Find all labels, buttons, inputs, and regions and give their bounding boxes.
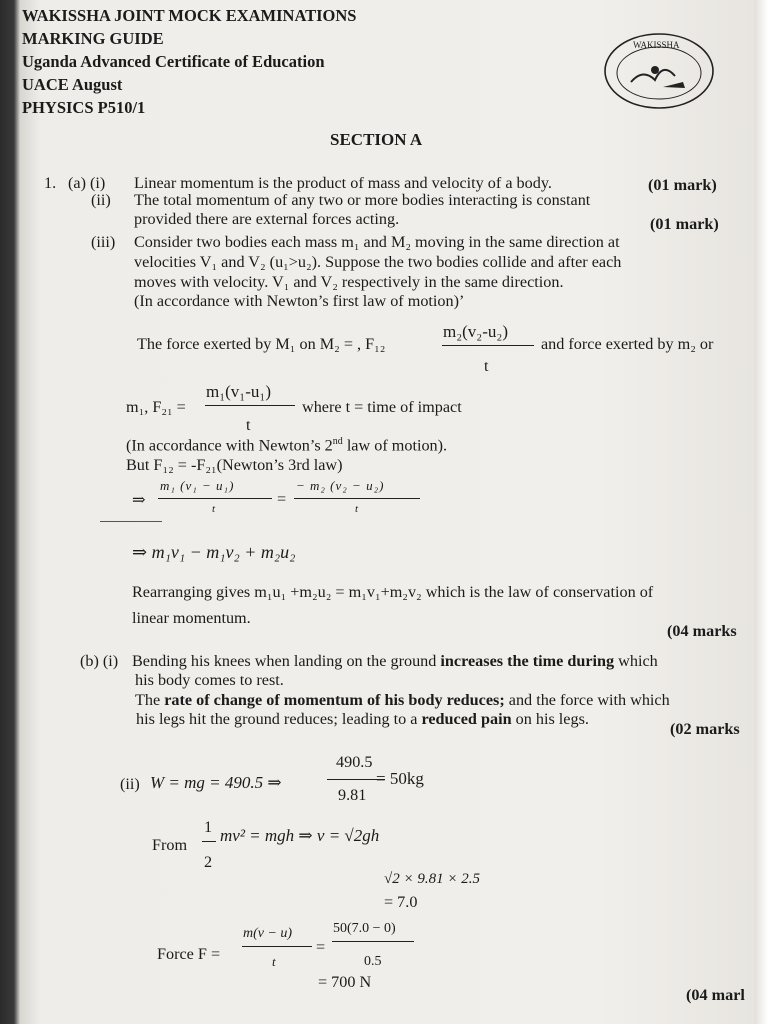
mark-b-i: (02 marks	[670, 720, 740, 738]
section-title: SECTION A	[330, 130, 423, 149]
page-edge	[754, 0, 768, 1024]
b-line2: his body comes to rest.	[135, 671, 284, 689]
b-line3-a: The	[135, 691, 165, 709]
eq-equals: =	[277, 490, 287, 508]
rule-line	[100, 521, 162, 522]
force2-numerator: 50(7.0 − 0)	[333, 921, 396, 936]
question-number: 1.	[44, 174, 57, 192]
iii-line3: moves with velocity. V₁ and V₂ respectively in the same direction.	[134, 273, 564, 291]
half-numerator: 1	[204, 818, 213, 836]
newton2-sup: nd	[332, 436, 343, 447]
force-numerator: m(v − u)	[243, 926, 293, 941]
eq-left-bar	[158, 498, 272, 499]
f21-label: m₁, F₂₁ =	[126, 398, 186, 416]
b-line3-bold: rate of change of momentum of his body reduces;	[164, 691, 505, 709]
weight-denominator: 9.81	[338, 786, 367, 804]
force-label: Force F =	[157, 945, 221, 963]
half-denominator: 2	[204, 853, 213, 871]
force-f12-post: and force exerted by m₂ or	[541, 335, 714, 353]
iii-line4: (In accordance with Newton’s first law of motion)’	[134, 292, 465, 310]
force-f12-text: The force exerted by M₁ on M₂ = , F₁₂	[137, 335, 386, 353]
weight-equation: W = mg = 490.5 ⇒	[150, 773, 282, 792]
f12-fraction-bar	[442, 345, 534, 346]
mark-a-ii: (01 mark)	[650, 215, 719, 233]
b-line4-c: on his legs.	[511, 710, 589, 728]
b-line3-c: and the force with which	[504, 691, 670, 709]
force2-denominator: 0.5	[364, 954, 382, 969]
force-fraction-bar	[242, 946, 312, 947]
rearrange-line1: Rearranging gives m₁u₁ +m₂u₂ = m₁v₁+m₂v₂ which is the law of conservation of	[132, 583, 654, 601]
session-title: UACE August	[22, 75, 123, 94]
f12-numerator: m₂(v₂-u₂)	[443, 322, 508, 341]
eq-right-bar	[294, 498, 420, 499]
b-line4-a: his legs hit the ground reduces; leading to a	[136, 710, 422, 728]
force-result: = 700 N	[318, 973, 372, 991]
b-line1-bold: increases the time during	[440, 652, 615, 670]
ii-line2: provided there are external forces acting.	[134, 210, 400, 228]
iii-line1: Consider two bodies each mass m₁ and M₂ moving in the same direction at	[134, 233, 620, 251]
iii-line2: velocities V₁ and V₂ (u₁>u₂). Suppose the two bodies collide and after each	[134, 253, 622, 271]
b-line4-bold: reduced pain	[421, 710, 512, 728]
ii-line1: The total momentum of any two or more bodies interacting is constant	[134, 191, 591, 209]
part-b-i-label: (b) (i)	[80, 652, 119, 670]
implies-arrow: ⇒	[132, 491, 146, 509]
energy-equation: mv² = mgh ⇒ v = √2gh	[220, 826, 380, 845]
force-denominator: t	[272, 954, 276, 969]
mark-a-iii: (04 marks	[667, 622, 737, 640]
f21-post: where t = time of impact	[302, 398, 462, 416]
exam-title: WAKISSHA JOINT MOCK EXAMINATIONS	[22, 6, 357, 25]
force-equals: =	[316, 938, 326, 956]
eq-right-numerator: − m₂ (v₂ − u₂)	[296, 478, 385, 493]
half-fraction-bar	[202, 841, 216, 842]
b-line4	[136, 710, 589, 729]
newton-second-law	[126, 436, 447, 455]
mass-result: = 50kg	[376, 769, 424, 788]
b-line1-c: which	[614, 652, 658, 670]
rearrange-line2: linear momentum.	[132, 609, 251, 627]
guide-title: MARKING GUIDE	[22, 29, 164, 48]
mark-a-i: (01 mark)	[648, 176, 717, 194]
newton2-tail: law of motion).	[342, 436, 448, 455]
part-ii-label: (ii)	[91, 191, 111, 209]
svg-text:WAKISSHA: WAKISSHA	[633, 40, 680, 50]
b-line1-a: Bending his knees when landing on the ground	[132, 652, 441, 670]
part-b-ii-label: (ii)	[120, 775, 140, 793]
eq-right-denominator: t	[355, 503, 359, 515]
b-line1	[132, 652, 658, 671]
from-label: From	[152, 836, 188, 854]
momentum-expression: ⇒ m₁v₁ − m₁v₂ + m₂u₂	[132, 542, 296, 562]
f21-numerator: m₁(v₁-u₁)	[206, 382, 271, 401]
paper-title: PHYSICS P510/1	[22, 98, 146, 117]
force2-fraction-bar	[332, 941, 414, 942]
definition-momentum: Linear momentum is the product of mass and velocity of a body.	[134, 174, 552, 192]
part-iii-label: (iii)	[91, 233, 116, 251]
wakissha-logo	[603, 32, 715, 110]
part-a-i-label: (a) (i)	[68, 174, 106, 192]
eq-left-numerator: m₁ (v₁ − u₁)	[160, 478, 235, 493]
f21-denominator: t	[246, 416, 251, 434]
velocity-result: = 7.0	[384, 893, 418, 911]
f12-denominator: t	[484, 357, 489, 375]
mark-b-ii: (04 marl	[686, 986, 745, 1004]
eq-left-denominator: t	[212, 503, 216, 515]
b-line3	[135, 691, 670, 710]
weight-numerator: 490.5	[336, 753, 373, 771]
root-expression: √2 × 9.81 × 2.5	[384, 871, 480, 887]
certificate-title: Uganda Advanced Certificate of Education	[22, 52, 325, 71]
newton-third-law: But F₁₂ = -F₂₁(Newton’s 3rd law)	[126, 456, 343, 474]
f21-fraction-bar	[205, 405, 295, 406]
newton2-text: (In accordance with Newton’s 2	[126, 436, 333, 455]
